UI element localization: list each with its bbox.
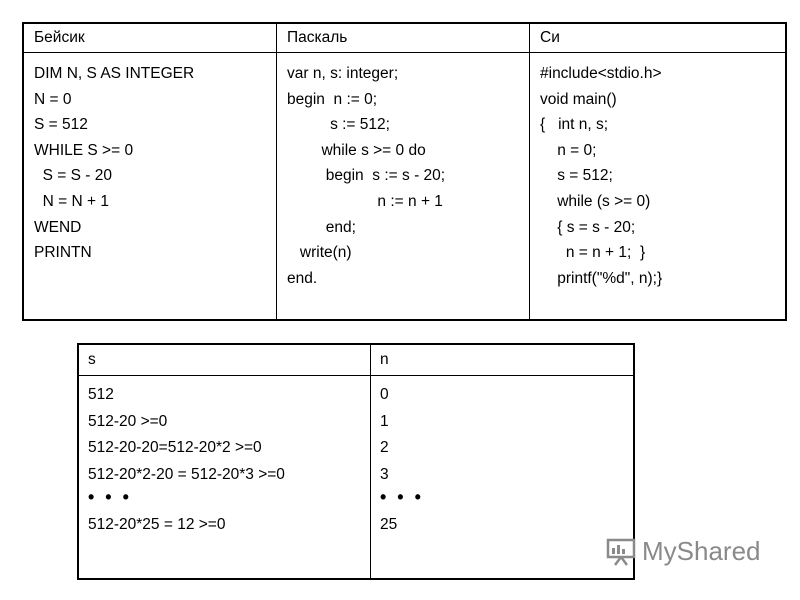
n-values-cell [371, 376, 635, 580]
code-line: N = N + 1 [34, 192, 109, 210]
watermark-text: MyShared [642, 536, 761, 566]
s-value: 512 [88, 386, 114, 403]
presentation-board-icon [606, 537, 636, 567]
code-table-header-row [23, 23, 786, 53]
trace-table-header-row [78, 344, 634, 376]
myshared-watermark [606, 536, 761, 567]
code-line: n = n + 1; } [540, 244, 646, 262]
trace-table-body-row [78, 376, 634, 580]
n-value: 1 [380, 412, 389, 430]
code-comparison-table [22, 22, 787, 321]
code-line: N = 0 [34, 90, 72, 108]
code-line: PRINTN [34, 244, 92, 262]
code-line: var n, s: integer; [287, 65, 399, 82]
code-line: #include<stdio.h> [540, 65, 662, 82]
code-line: n = 0; [540, 141, 597, 159]
code-line: DIM N, S AS INTEGER [34, 65, 195, 82]
n-value: 3 [380, 465, 389, 483]
c-code-cell [530, 53, 787, 321]
header-s: s [78, 344, 371, 376]
code-line: begin s := s - 20; [287, 167, 446, 185]
header-pascal: Паскаль [277, 23, 530, 53]
code-line: { int n, s; [540, 116, 609, 134]
code-line: end; [287, 218, 356, 236]
s-value: 512-20*2-20 = 512-20*3 >=0 [88, 465, 285, 483]
s-value: 512-20*25 = 12 >=0 [88, 516, 226, 533]
header-basic: Бейсик [23, 23, 277, 53]
basic-code-cell [23, 53, 277, 321]
code-line: void main() [540, 90, 617, 108]
code-line: s = 512; [540, 167, 613, 185]
pascal-code-cell [277, 53, 530, 321]
code-line: while (s >= 0) [540, 192, 651, 210]
n-value: 25 [380, 516, 398, 533]
code-line: end. [287, 269, 318, 287]
code-line: n := n + 1 [287, 192, 443, 210]
code-line: S = 512 [34, 116, 88, 134]
code-line: begin n := 0; [287, 90, 378, 108]
code-line: s := 512; [287, 116, 390, 134]
header-n: n [371, 344, 635, 376]
header-c: Си [530, 23, 787, 53]
n-value: 0 [380, 386, 389, 403]
n-ellipsis: • • • [380, 487, 424, 507]
code-table-body-row [23, 53, 786, 321]
s-values-cell [78, 376, 371, 580]
code-line: S = S - 20 [34, 167, 112, 185]
s-ellipsis: • • • [88, 487, 132, 507]
trace-table [77, 343, 635, 580]
code-line: WEND [34, 218, 82, 236]
code-line: { s = s - 20; [540, 218, 636, 236]
code-line: printf("%d", n);} [540, 269, 663, 287]
code-line: WHILE S >= 0 [34, 141, 134, 159]
s-value: 512-20-20=512-20*2 >=0 [88, 439, 262, 456]
n-value: 2 [380, 439, 389, 456]
code-line: write(n) [287, 244, 352, 262]
s-value: 512-20 >=0 [88, 412, 168, 430]
code-line: while s >= 0 do [287, 141, 426, 159]
